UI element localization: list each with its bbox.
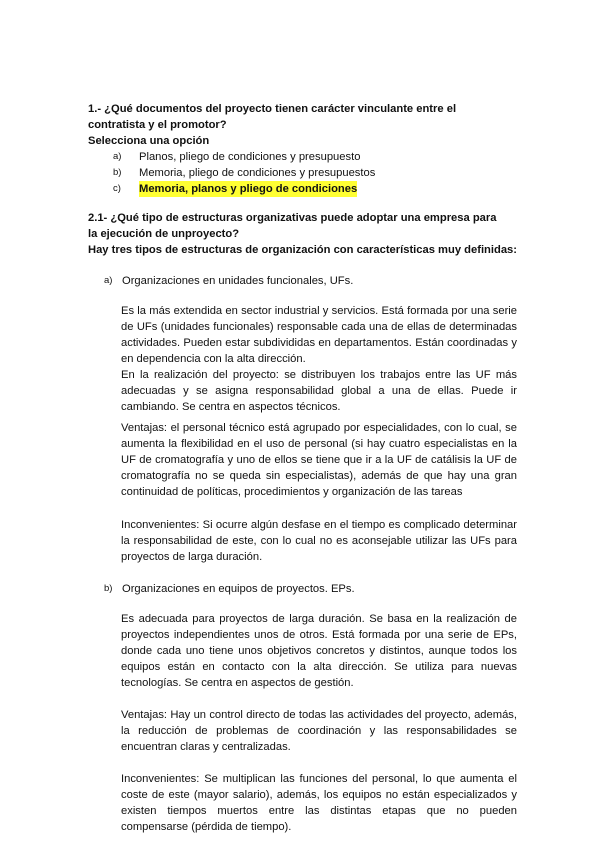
section-b-advantages-text: Ventajas: Hay un control directo de todas las actividades del proyecto, además, la reducción de problemas de coordinación y las responsabilidades se encuentran claras y centralizadas. <box>121 709 517 753</box>
section-b-description <box>121 611 517 691</box>
question-2-title: 2.1- ¿Qué tipo de estructuras organizativas puede adoptar una empresa para la ejecución de unproyecto? <box>88 212 497 240</box>
question-2-intro: Hay tres tipos de estructuras de organización con características muy definidas: <box>88 244 517 256</box>
option-text-highlighted: Memoria, planos y pliego de condiciones <box>139 183 358 195</box>
section-b-description-1: Es adecuada para proyectos de larga duración. Se basa en la realización de proyectos independientes unos de otros. Está formada por una serie de EPs, donde cada uno tiene unos objetivos concretos y distintos, aunque todos los equipos están en contacto con la alta dirección. Se utiliza para nuevas tecnologías. Se centra en aspectos de gestión. <box>121 613 517 689</box>
section-a-description <box>121 303 517 415</box>
section-a-description-2: En la realización del proyecto: se distribuyen los trabajos entre las UF más adecuadas y se asigna responsabilidad global a una de ellas. Puede ir cambiando. Se centra en aspectos técnicos. <box>121 369 517 413</box>
section-heading-text: Organizaciones en unidades funcionales, UFs. <box>122 275 354 287</box>
section-heading-text: Organizaciones en equipos de proyectos. EPs. <box>122 583 355 595</box>
option-label: a) <box>113 151 122 162</box>
option-label: b) <box>113 167 122 178</box>
section-a-disadvantages <box>121 517 517 565</box>
section-b-advantages <box>121 707 517 755</box>
section-b-disadvantages <box>121 771 517 835</box>
question-1-instruction: Selecciona una opción <box>88 135 210 147</box>
option-label: c) <box>113 183 121 194</box>
section-label: b) <box>104 583 113 594</box>
option-text: Memoria, pliego de condiciones y presupuestos <box>139 167 376 179</box>
section-b-disadvantages-text: Inconvenientes: Se multiplican las funciones del personal, lo que aumenta el coste de este (mayor salario), además, los equipos no están especializados y existen tiempos muertos entre las distintas etapas que no pueden compensarse (pérdida de tiempo). <box>121 773 517 833</box>
section-a-description-1: Es la más extendida en sector industrial y servicios. Está formada por una serie de UFs (unidades funcionales) responsable cada una de ellas de determinadas actividades. Pueden estar subdivididas en departamentos. Están coordinadas y en dependencia con la alta dirección. <box>121 305 517 365</box>
question-1-title: 1.- ¿Qué documentos del proyecto tienen carácter vinculante entre el contratista y el promotor? <box>88 103 457 131</box>
option-text: Planos, pliego de condiciones y presupuesto <box>139 151 361 163</box>
section-a-advantages <box>121 420 517 500</box>
section-a-advantages-text: Ventajas: el personal técnico está agrupado por especialidades, con lo cual, se aumenta la flexibilidad en el uso de personal (si hay cuatro especialistas en la UF de cromatografía y uno de ellos se tiene que ir a la UF de catálisis la UF de cromatografía no se queda sin especialistas), además de que hay una gran continuidad de políticas, procedimientos y organización de las tareas <box>121 422 517 498</box>
section-a-disadvantages-text: Inconvenientes: Si ocurre algún desfase en el tiempo es complicado determinar la responsabilidad de este, con lo cual no es aconsejable utilizar las UFs para proyectos de larga duración. <box>121 519 517 563</box>
section-label: a) <box>104 275 113 286</box>
